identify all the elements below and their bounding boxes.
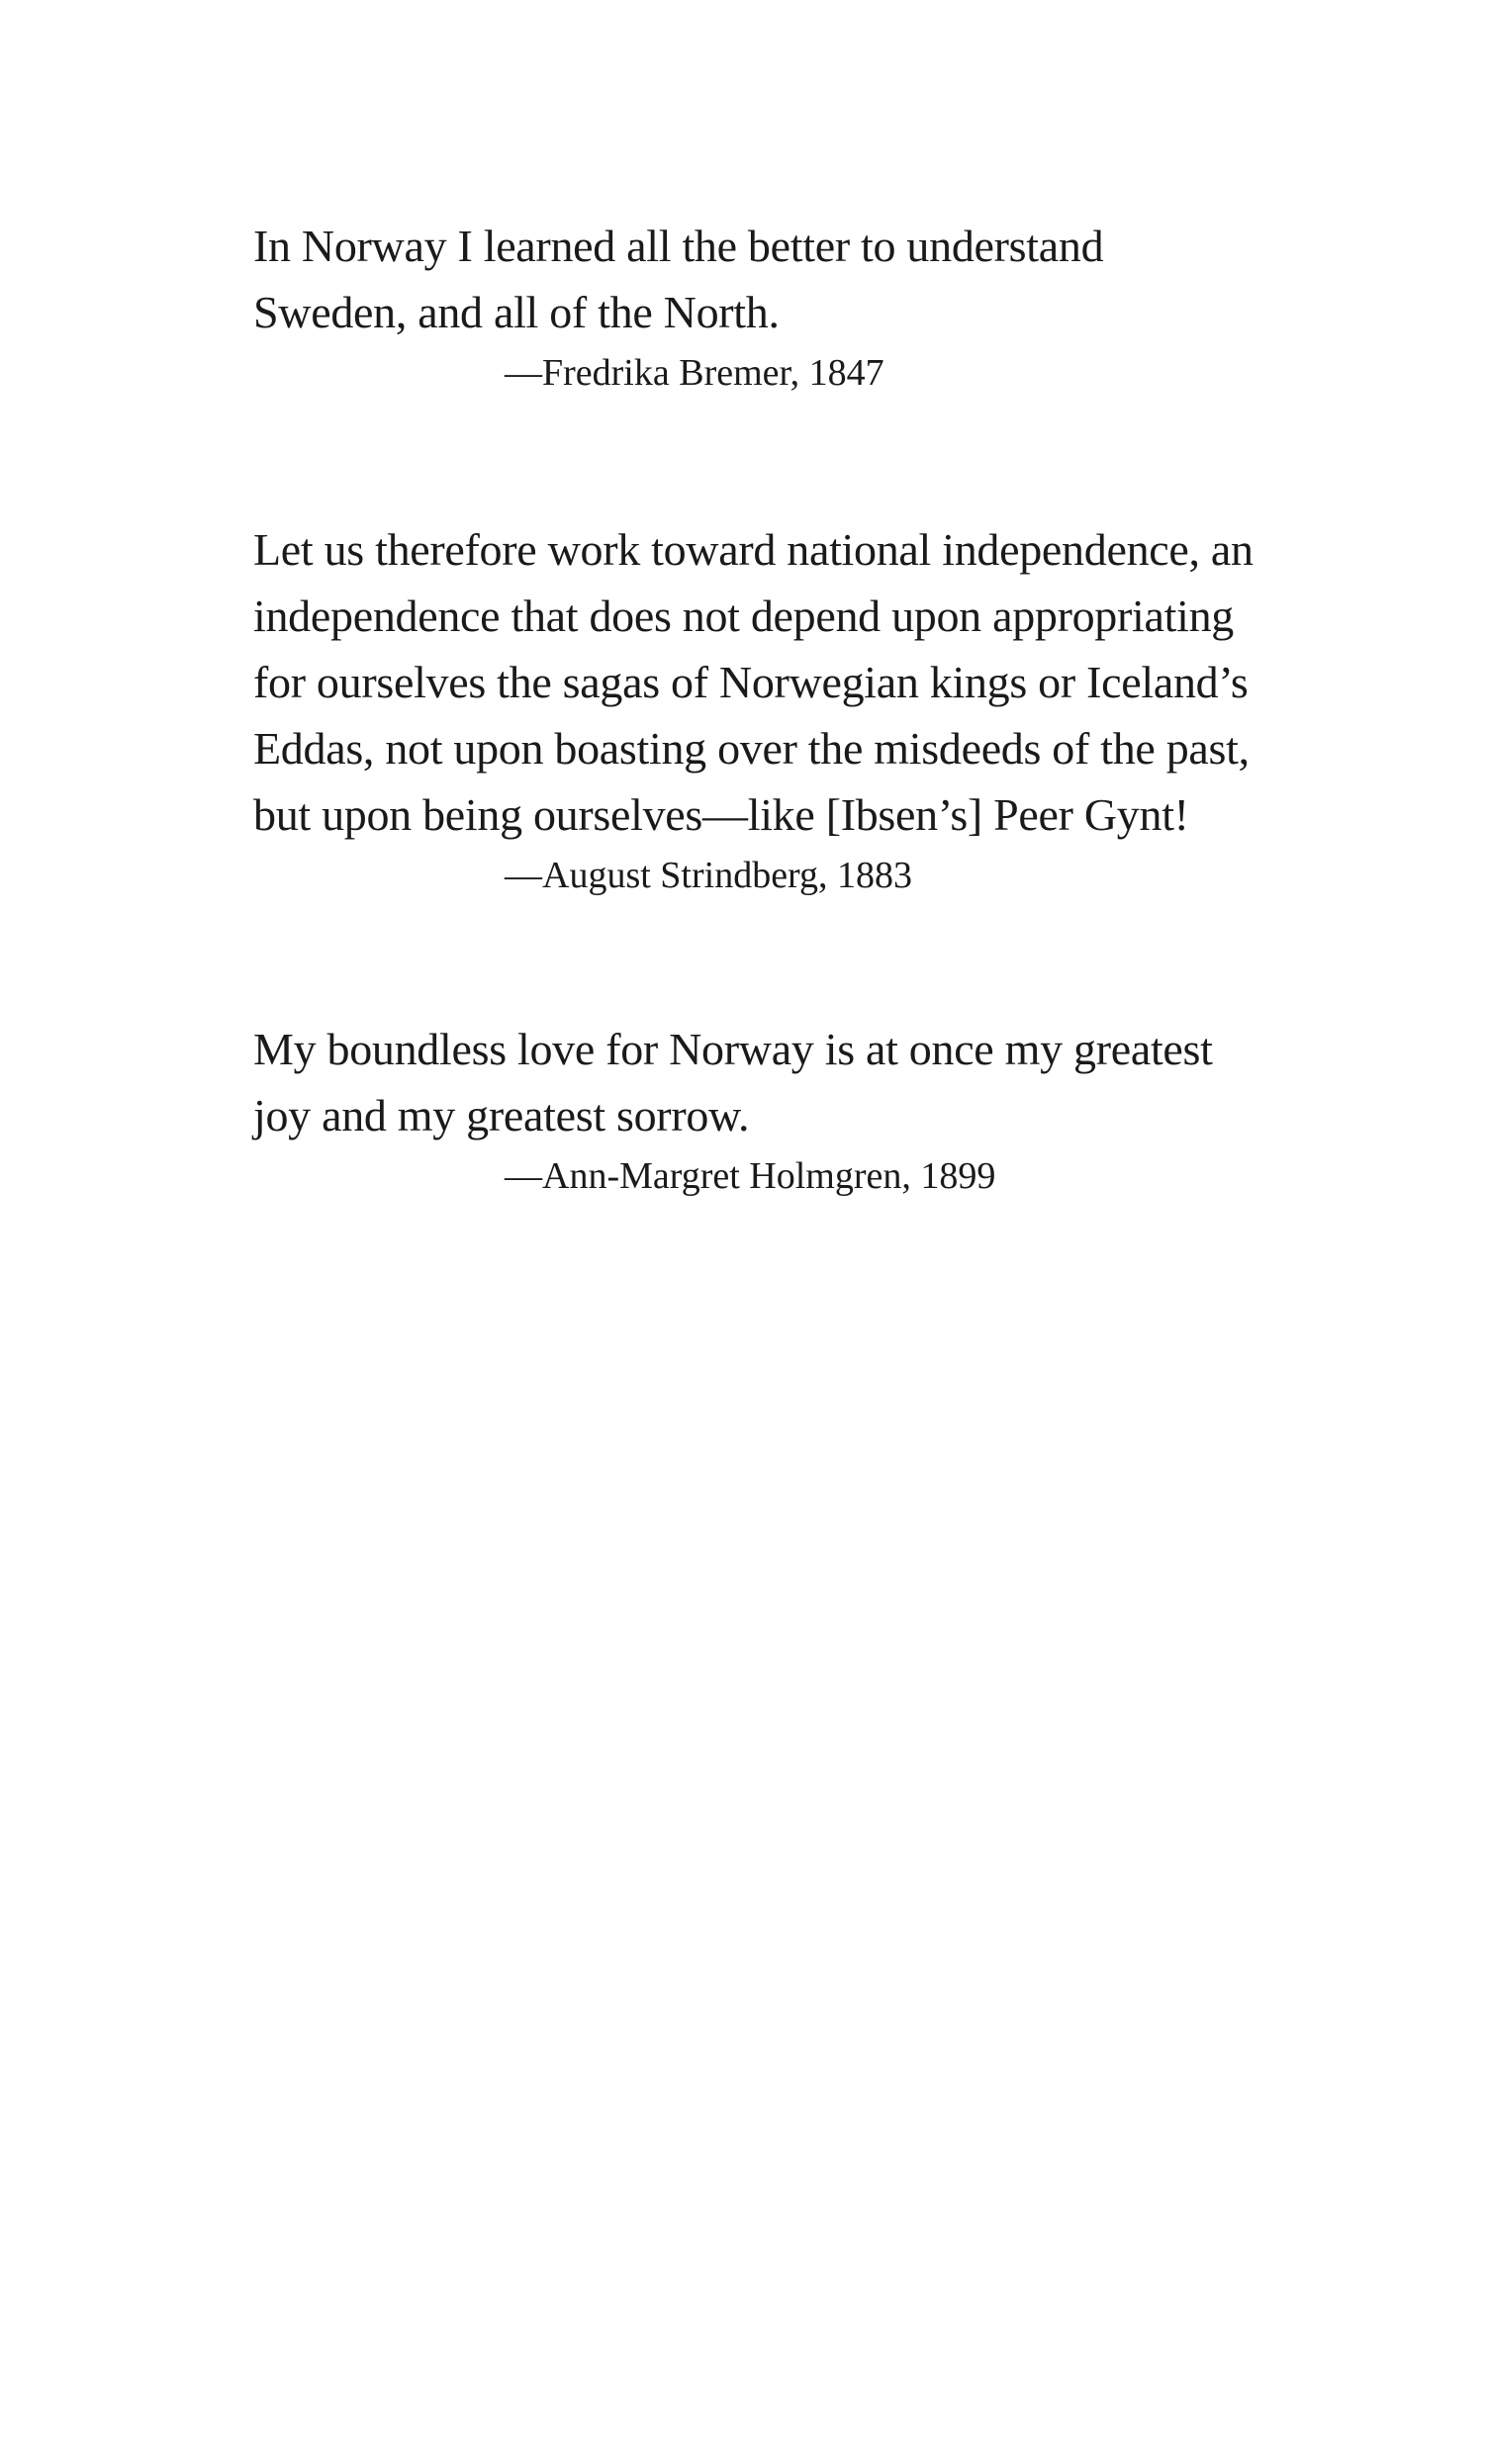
attribution: —Fredrika Bremer, 1847 xyxy=(505,352,884,394)
attribution: —August Strindberg, 1883 xyxy=(505,855,913,896)
quote-line: In Norway I learned all the better to understand xyxy=(253,221,1104,271)
quote-line: Eddas, not upon boasting over the misdeeds of the past, xyxy=(253,723,1250,774)
quote-line: for ourselves the sagas of Norwegian kings or Iceland’s xyxy=(253,657,1249,707)
quote-line: Sweden, and all of the North. xyxy=(253,287,780,337)
quote-line: joy and my greatest sorrow. xyxy=(253,1090,750,1141)
quote-line: independence that does not depend upon appropriating xyxy=(253,591,1234,641)
quote-line: but upon being ourselves—like [Ibsen’s] Peer Gynt! xyxy=(253,789,1189,840)
quote-line: My boundless love for Norway is at once my greatest xyxy=(253,1024,1213,1074)
epigraph-holmgren xyxy=(253,1016,1342,1200)
epigraph-strindberg xyxy=(253,516,1342,899)
quote-line: Let us therefore work toward national independence, an xyxy=(253,524,1254,575)
attribution: —Ann-Margret Holmgren, 1899 xyxy=(505,1155,996,1197)
epigraph-bremer xyxy=(253,213,1342,397)
